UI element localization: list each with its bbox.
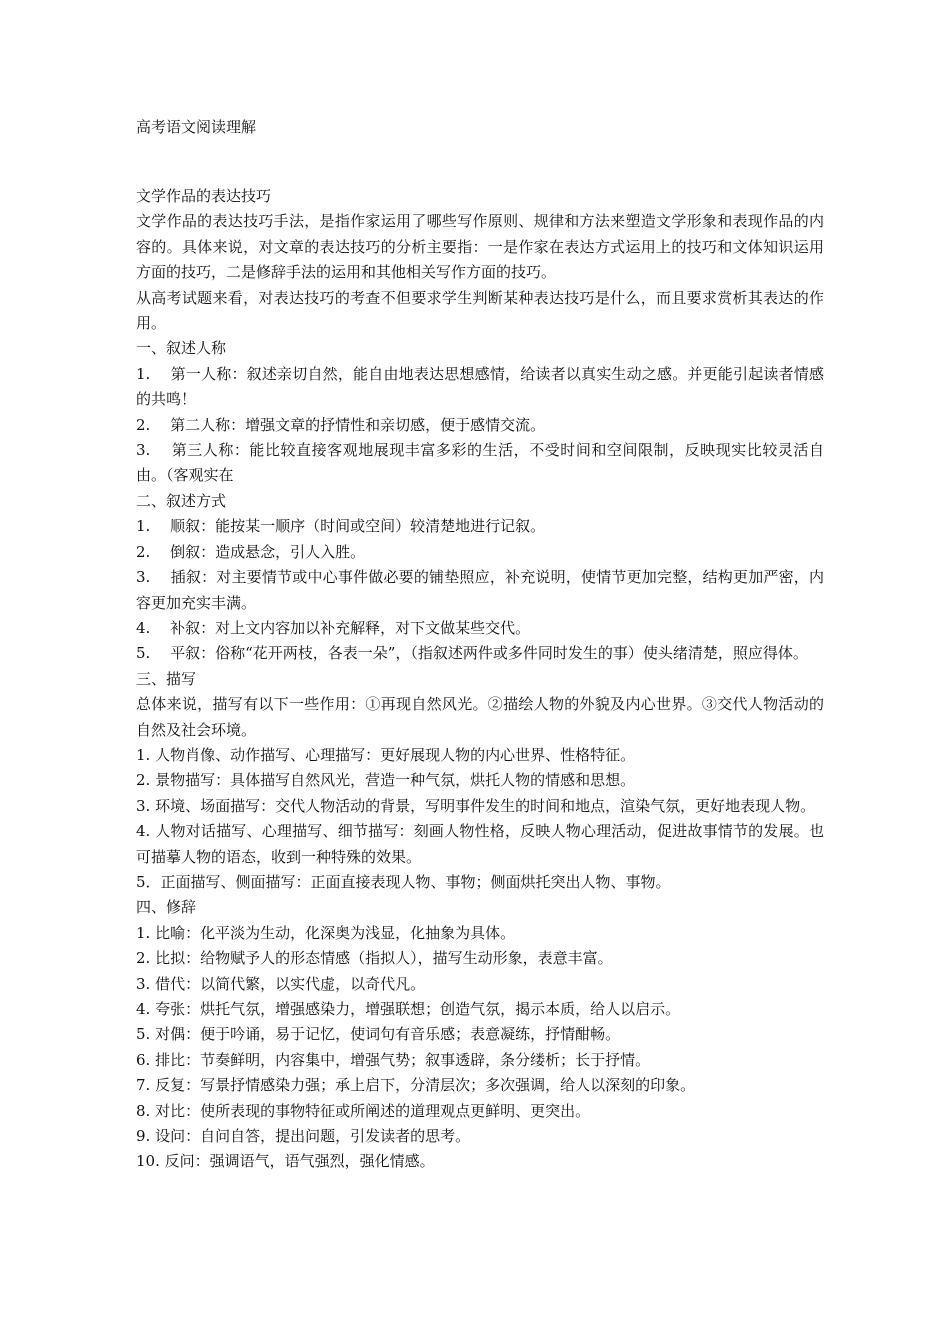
list-item: 1. 顺叙：能按某一顺序（时间或空间）较清楚地进行记叙。 [136,517,546,536]
list-item: 5．正面描写、侧面描写：正面直接表现人物、事物；侧面烘托突出人物、事物。 [136,872,671,891]
list-item: 3. 插叙：对主要情节或中心事件做必要的铺垫照应，补充说明，使情节更加完整，结构更加严密，内容更加充实丰满。 [136,568,824,612]
document-title: 高考语文阅读理解 [136,118,257,136]
list-item: 1. 第一人称：叙述亲切自然，能自由地表达思想感情，给读者以真实生动之感。并更能引起读者情感的共鸣！ [136,364,824,409]
list-item: 总体来说，描写有以下一些作用：①再现自然风光。②描绘人物的外貌及内心世界。③交代人物活动的自然及社会环境。 [136,695,824,739]
list-item: 2. 景物描写：具体描写自然风光，营造一种气氛，烘托人物的情感和思想。 [136,771,636,790]
section-heading-narrative-mode: 二、叙述方式 [136,491,227,510]
document-body [136,184,824,1175]
list-item: 3. 借代：以简代繁，以实代虚，以奇代凡。 [136,974,426,993]
list-item: 2. 比拟：给物赋予人的形态情感（指拟人），描写生动形象，表意丰富。 [136,949,613,968]
list-item: 4. 人物对话描写、心理描写、细节描写：刻画人物性格，反映人物心理活动，促进故事情节的发展。也可描摹人物的语态，收到一种特殊的效果。 [136,822,824,866]
list-item: 2. 第二人称：增强文章的抒情性和亲切感，便于感情交流。 [136,415,546,434]
list-item: 1. 比喻：化平淡为生动，化深奥为浅显，化抽象为具体。 [136,923,516,942]
section-title: 文学作品的表达技巧 [136,187,272,205]
list-item: 9. 设问：自问自答，提出问题，引发读者的思考。 [136,1127,471,1146]
list-item: 7. 反复：写景抒情感染力强；承上启下，分清层次；多次强调，给人以深刻的印象。 [136,1076,696,1095]
section-heading-narrative-person: 一、叙述人称 [136,339,227,358]
intro-paragraph: 文学作品的表达技巧手法，是指作家运用了哪些写作原则、规律和方法来塑造文学形象和表现作品的内容的。具体来说，对文章的表达技巧的分析主要指：一是作家在表达方式运用上的技巧和文体知识运用方面的技巧，二是修辞手法的运用和其他相关写作方面的技巧。 [136,212,824,282]
list-item: 4. 夸张：烘托气氛，增强感染力，增强联想；创造气氛，揭示本质，给人以启示。 [136,1000,681,1018]
list-item: 5. 平叙：俗称“花开两枝，各表一朵”，（指叙述两件或多件同时发生的事）使头绪清楚，照应得体。 [136,644,808,663]
list-item: 5. 对偶：便于吟诵，易于记忆，使词句有音乐感；表意凝练，抒情酣畅。 [136,1025,621,1044]
section-heading-rhetoric: 四、修辞 [136,898,197,917]
list-item: 1. 人物肖像、动作描写、心理描写：更好展现人物的内心世界、性格特征。 [136,745,636,764]
list-item: 8. 对比：使所表现的事物特征或所阐述的道理观点更鲜明、更突出。 [136,1101,591,1120]
section-heading-description: 三、描写 [136,669,197,688]
intro-paragraph: 从高考试题来看，对表达技巧的考查不但要求学生判断某种表达技巧是什么，而且要求赏析其表达的作用。 [136,288,824,333]
list-item: 3. 第三人称：能比较直接客观地展现丰富多彩的生活，不受时间和空间限制，反映现实比较灵活自由。（客观实在 [136,441,824,485]
document-page [136,114,824,1175]
list-item: 6. 排比：节奏鲜明，内容集中，增强气势；叙事透辟，条分缕析；长于抒情。 [136,1050,651,1069]
list-item: 10. 反问：强调语气，语气强烈，强化情感。 [136,1152,435,1171]
list-item: 3. 环境、场面描写：交代人物活动的背景，写明事件发生的时间和地点，渲染气氛，更好地表现人物。 [136,796,816,815]
list-item: 2. 倒叙：造成悬念，引人入胜。 [136,542,366,561]
list-item: 4. 补叙：对上文内容加以补充解释，对下文做某些交代。 [136,618,531,637]
